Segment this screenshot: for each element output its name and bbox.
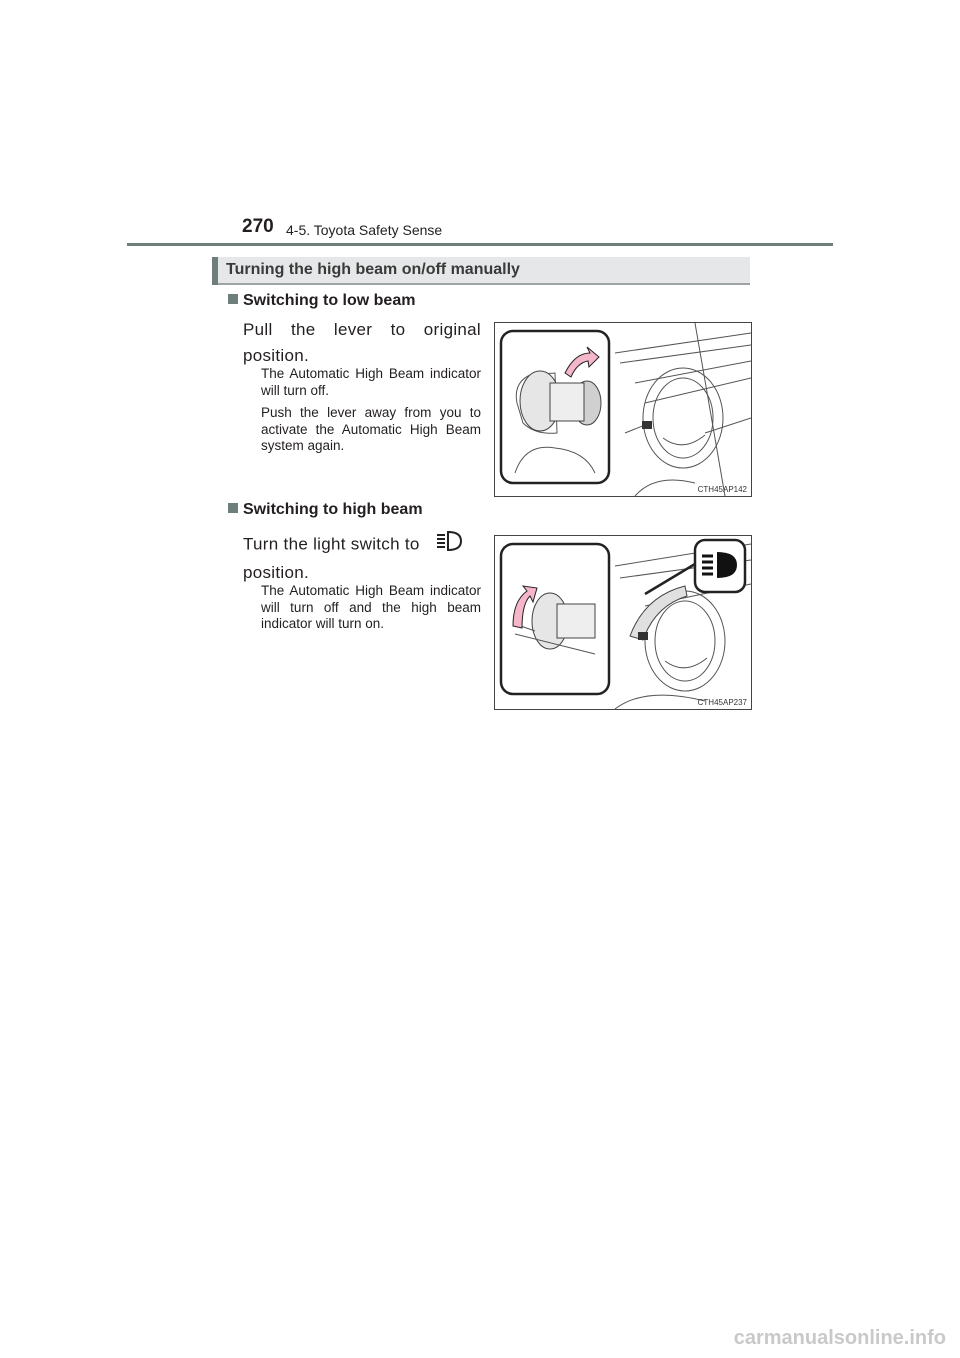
high-beam-instruction bbox=[243, 530, 481, 586]
high-beam-illustration bbox=[494, 535, 752, 710]
low-beam-drawing bbox=[495, 323, 751, 496]
high-beam-icon bbox=[435, 530, 463, 560]
low-beam-note-2: Push the lever away from you to activate the Automatic High Beam system again. bbox=[261, 405, 481, 453]
low-beam-illustration bbox=[494, 322, 752, 497]
high-beam-instruction-text: Turn the light switch to bbox=[243, 534, 420, 554]
figure-code: CTH45AP237 bbox=[697, 698, 747, 707]
square-bullet-icon bbox=[228, 294, 238, 304]
figure-code: CTH45AP142 bbox=[697, 485, 747, 494]
high-beam-heading-text: Switching to high beam bbox=[243, 501, 423, 518]
page-number: 270 bbox=[242, 216, 274, 237]
high-beam-note: The Automatic High Beam indicator will turn off and the high beam indicator will turn on. bbox=[261, 583, 481, 631]
section-header bbox=[212, 257, 750, 285]
chapter-title: 4-5. Toyota Safety Sense bbox=[286, 222, 443, 238]
high-beam-instruction-text-2: position. bbox=[243, 563, 310, 582]
low-beam-heading bbox=[228, 291, 415, 311]
section-accent bbox=[212, 257, 218, 285]
section-title: Turning the high beam on/off manually bbox=[226, 261, 520, 278]
square-bullet-icon bbox=[228, 503, 238, 513]
high-beam-drawing bbox=[495, 536, 751, 709]
low-beam-instruction: Pull the lever to original position. bbox=[243, 320, 481, 365]
header-divider bbox=[127, 243, 833, 246]
watermark: carmanualsonline.info bbox=[733, 1327, 946, 1349]
low-beam-heading-text: Switching to low beam bbox=[243, 292, 416, 309]
high-beam-heading bbox=[228, 500, 423, 520]
low-beam-note-1: The Automatic High Beam indicator will turn off. bbox=[261, 366, 481, 398]
